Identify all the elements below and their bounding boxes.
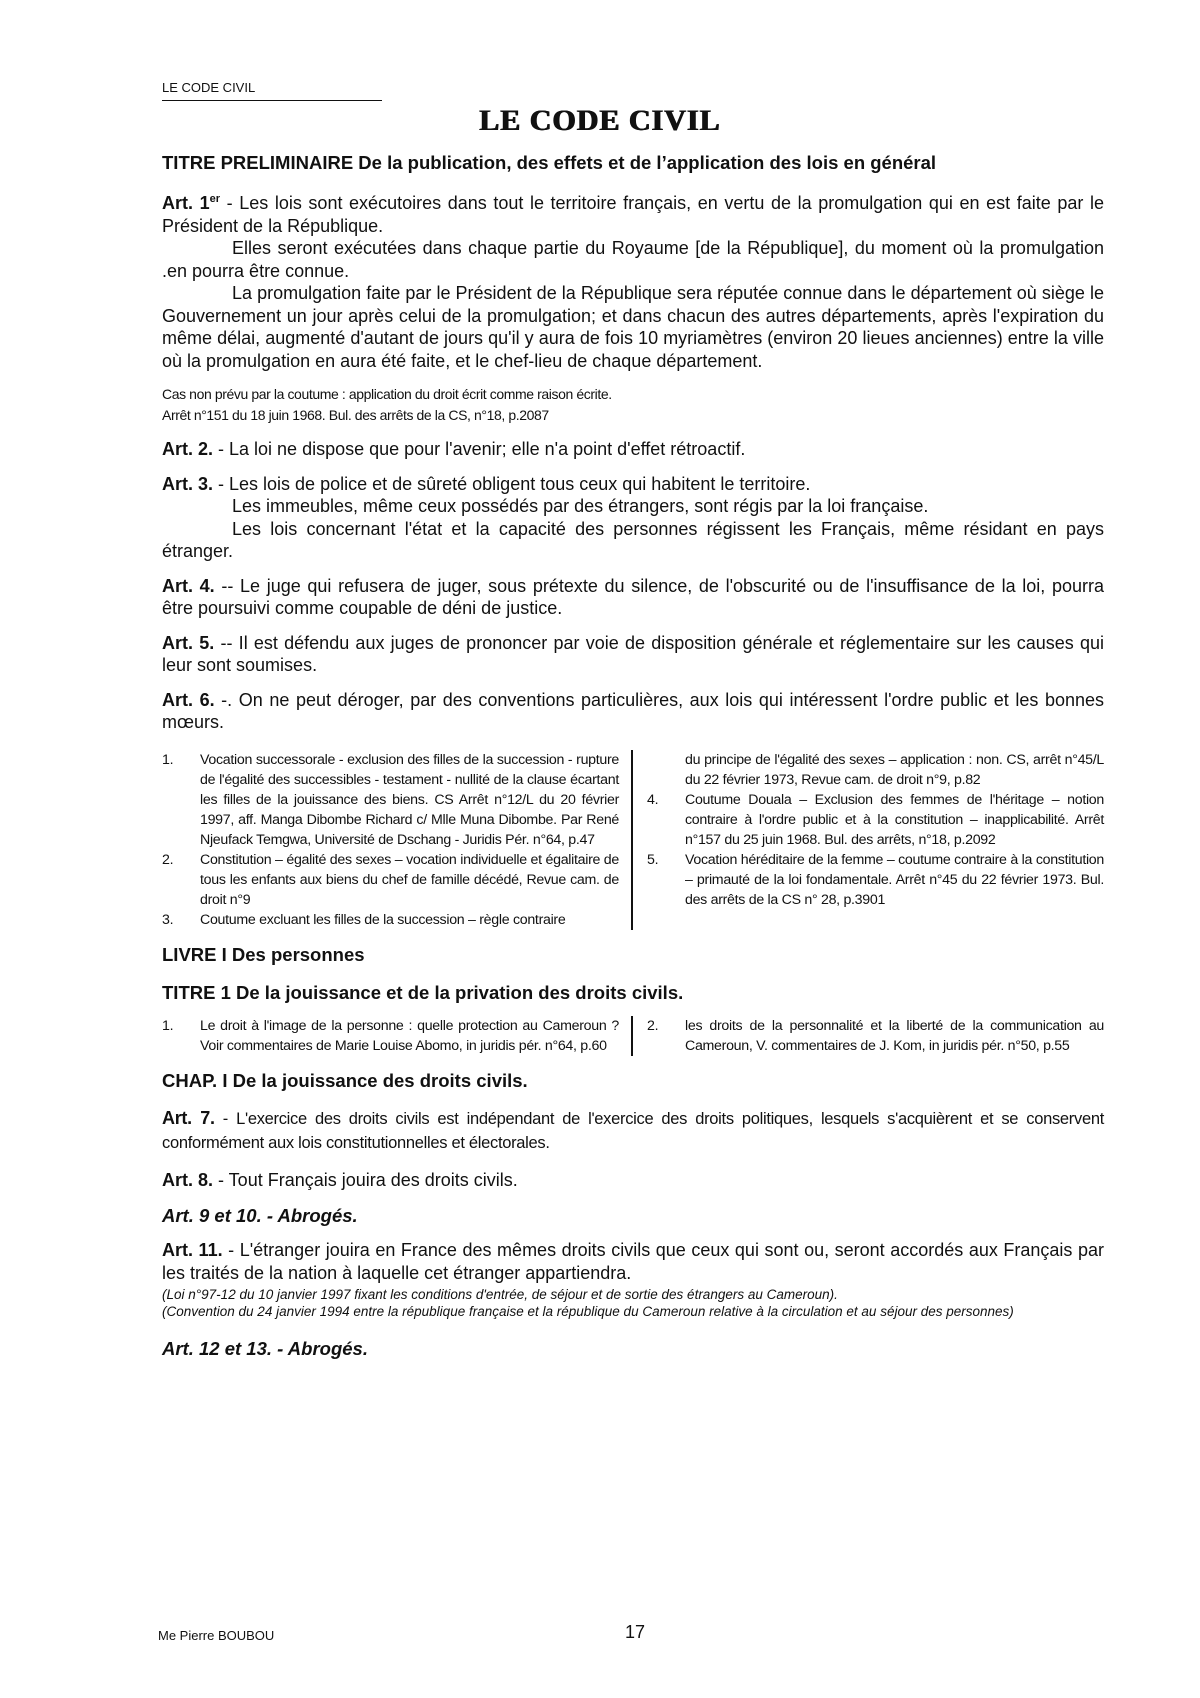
art5-label: Art. 5. <box>162 632 215 653</box>
art4-label: Art. 4. <box>162 575 215 596</box>
art8 <box>162 1169 1104 1192</box>
art1-para2: Elles seront exécutées dans chaque partie du Royaume [de la République], du moment où la promulgation .en pourra être connue. <box>162 238 1104 281</box>
running-head: LE CODE CIVIL <box>162 80 382 101</box>
page-number: 17 <box>625 1622 646 1642</box>
art1-para3: La promulgation faite par le Président de la République sera réputée connue dans le département où siège le Gouvernement un jour après celui de la promulgation; et dans chacun des autres départements, après l'expiration du même délai, augmenté d'autant de jours qu'il y aura de fois 10 myriamètres (environ 20 lieues anciennes) entre la ville où la promulgation en aura été faite, et le chef-lieu de chaque département. <box>162 283 1104 371</box>
art3-text: - Les lois de police et de sûreté obligent tous ceux qui habitent le territoire. <box>213 473 811 494</box>
art3-para2: Les immeubles, même ceux possédés par des étrangers, sont régis par la loi française. <box>232 496 929 516</box>
art6 <box>162 689 1104 734</box>
titre-preliminaire-heading: TITRE PRELIMINAIRE De la publication, des effets et de l’application des lois en général <box>162 152 937 173</box>
art8-text: - Tout Français jouira des droits civils. <box>213 1169 518 1190</box>
art1-para1 <box>162 192 1104 237</box>
list-item: 1. Vocation successorale - exclusion des filles de la succession - rupture de l'égalité des successibles - testament - nullité de la clause écartant les filles de la jouissance des biens. CS Arrêt n°12/L du 20 février 1997, aff. Manga Dibombe Richard c/ Mlle Muna Dibombe. Par René Njeufack Temgwa, Université de Dschang - Juridis Pér. n°64, p.47 <box>162 751 619 848</box>
main-content <box>162 152 1104 1372</box>
livre1-heading: LIVRE I Des personnes <box>162 943 365 965</box>
footer-author: Me Pierre BOUBOU <box>158 1628 275 1643</box>
art1-text: - Les lois sont exécutoires dans tout le territoire français, en vertu de la promulgation qui en est faite par le Président de la République. <box>162 193 1104 236</box>
art7 <box>162 1106 1104 1155</box>
list-item: 5. Vocation héréditaire de la femme – coutume contraire à la constitution – primauté de la loi fondamentale. Arrêt n°45 du 22 février 1973. Bul. des arrêts de la CS n° 28, p.3901 <box>647 851 1104 908</box>
art2-label: Art. 2. <box>162 439 214 459</box>
art1-label: Art. 1 <box>162 193 210 213</box>
notes-titre1-left-column <box>162 1016 633 1056</box>
art4-text: -- Le juge qui refusera de juger, sous prétexte du silence, de l'obscurité ou de l'insuffisance de la loi, pourra être poursuivi comme coupable de déni de justice. <box>162 575 1105 618</box>
list-item: du principe de l'égalité des sexes – application : non. CS, arrêt n°45/L du 22 février 1973, Revue cam. de droit n°9, p.82 <box>685 751 1104 788</box>
list-item: 2. Constitution – égalité des sexes – vocation individuelle et égalitaire de tous les enfants aux biens du chef de famille décédé, Revue cam. de droit n°9 <box>162 851 619 908</box>
art11 <box>162 1239 1104 1284</box>
list-item: 4. Coutume Douala – Exclusion des femmes de l'héritage – notion contraire à l'ordre public et à la constitution – inapplicabilité. Arrêt n°157 du 25 juin 1968. Bul. des arrêts, n°18, p.2092 <box>647 791 1104 848</box>
notes-art6-left-column <box>162 750 633 930</box>
art3-para1 <box>162 473 1104 496</box>
art12-13-heading: Art. 12 et 13. - Abrogés. <box>162 1338 368 1359</box>
art7-text: - L'exercice des droits civils est indépendant de l'exercice des droits politiques, lesquels s'acquièrent et se conservent conformément aux lois constitutionnelles et électorales. <box>162 1109 1104 1152</box>
art11-text: - L'étranger jouira en France des mêmes droits civils que ceux qui sont ou, seront accordés aux Français par les traités de la nation à laquelle cet étranger appartiendra. <box>162 1240 1105 1283</box>
art9-10-heading: Art. 9 et 10. - Abrogés. <box>162 1205 358 1226</box>
list-item: 2. les droits de la personnalité et la liberté de la communication au Cameroun, V. commentaires de J. Kom, in juridis pér. n°50, p.55 <box>647 1017 1104 1054</box>
chap1-heading: CHAP. I De la jouissance des droits civils. <box>162 1069 528 1091</box>
art3-label: Art. 3. <box>162 473 214 494</box>
art11-note-convention: (Convention du 24 janvier 1994 entre la république française et la république du Cameroun relative à la circulation et au séjour des personnes) <box>162 1304 1014 1319</box>
page-title: LE CODE CIVIL <box>479 104 721 137</box>
art1-sup: er <box>209 193 221 205</box>
art11-note-loi: (Loi n°97-12 du 10 janvier 1997 fixant les conditions d'entrée, de séjour et de sortie des étrangers au Cameroun). <box>162 1287 838 1302</box>
art5 <box>162 632 1104 677</box>
art5-text: -- Il est défendu aux juges de prononcer par voie de disposition générale et réglementaire sur les causes qui leur sont soumises. <box>162 632 1105 675</box>
list-item: 1. Le droit à l'image de la personne : quelle protection au Cameroun ? Voir commentaires de Marie Louise Abomo, in juridis pér. n°64, p.60 <box>162 1017 619 1054</box>
notes-art6 <box>162 750 1104 930</box>
art2-text: - La loi ne dispose que pour l'avenir; elle n'a point d'effet rétroactif. <box>213 439 746 459</box>
notes-titre1 <box>162 1016 1104 1056</box>
art3-para3: Les lois concernant l'état et la capacité des personnes régissent les Français, même résidant en pays étranger. <box>162 518 1104 561</box>
list-item: 3. Coutume excluant les filles de la succession – règle contraire <box>162 911 566 928</box>
art6-text: -. On ne peut déroger, par des conventions particulières, aux lois qui intéressent l'ordre public et les bonnes mœurs. <box>162 689 1104 732</box>
art11-label: Art. 11. <box>162 1240 223 1260</box>
art2 <box>162 438 1104 461</box>
notes-titre1-right-column <box>633 1016 1104 1056</box>
art4 <box>162 575 1104 620</box>
titre1-heading: TITRE 1 De la jouissance et de la privation des droits civils. <box>162 981 684 1003</box>
art8-label: Art. 8. <box>162 1169 214 1190</box>
art7-label: Art. 7. <box>162 1107 215 1128</box>
art1-jurisprudence-note: Cas non prévu par la coutume : application du droit écrit comme raison écrite. Arrêt n°151 du 18 juin 1968. Bul. des arrêts de la CS, n°18, p.2087 <box>162 386 612 423</box>
notes-art6-right-column <box>633 750 1104 930</box>
art6-label: Art. 6. <box>162 689 215 710</box>
